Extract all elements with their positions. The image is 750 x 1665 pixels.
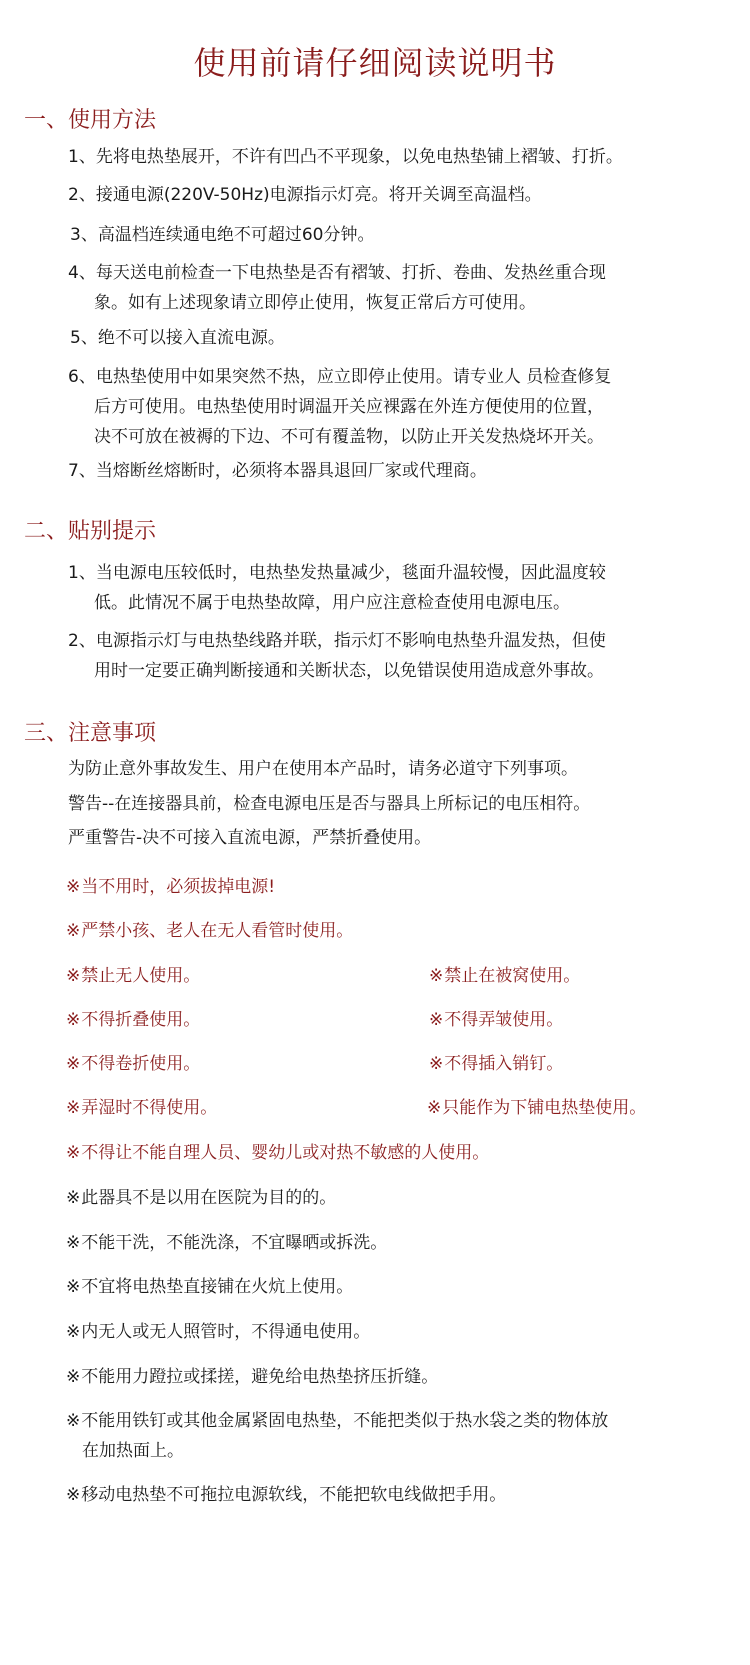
usage-item-4: 4、每天送电前检查一下电热垫是否有褶皱、打折、卷曲、发热丝重合现 象。如有上述现象请立即停止使用，恢复正常后方可使用。: [68, 263, 606, 313]
usage-item-3: 3、高温档连续通电绝不可超过60分钟。: [70, 225, 375, 245]
tips-item-2: 2、电源指示灯与电热垫线路并联，指示灯不影响电热垫升温发热，但使 用时一定要正确判断接通和关断状态，以免错误使用造成意外事故。: [68, 631, 606, 681]
usage-item-5: 5、绝不可以接入直流电源。: [70, 328, 285, 348]
warning-text: 警告--在连接器具前，检查电源电压是否与器具上所标记的电压相符。: [68, 794, 591, 814]
section-heading-usage: 一、使用方法: [24, 108, 157, 133]
red-note-right: ※禁止在被窝使用。: [429, 966, 581, 986]
red-note-right: ※不得插入销钉。: [429, 1054, 564, 1074]
note: ※不能用铁钉或其他金属紧固电热垫，不能把类似于热水袋之类的物体放 在加热面上。: [66, 1411, 609, 1461]
red-note: ※当不用时，必须拔掉电源!: [66, 877, 276, 897]
section-heading-cautions: 三、注意事项: [24, 721, 157, 746]
note: ※此器具不是以用在医院为目的的。: [66, 1188, 337, 1208]
severe-warning-text: 严重警告-决不可接入直流电源，严禁折叠使用。: [68, 828, 432, 848]
red-note-left: ※禁止无人使用。: [66, 966, 201, 986]
note: ※内无人或无人照管时，不得通电使用。: [66, 1322, 371, 1342]
red-note-right: ※只能作为下铺电热垫使用。: [427, 1098, 647, 1118]
usage-item-1: 1、先将电热垫展开，不许有凹凸不平现象，以免电热垫铺上褶皱、打折。: [68, 147, 623, 167]
usage-item-2: 2、接通电源(220V-50Hz)电源指示灯亮。将开关调至高温档。: [68, 185, 542, 205]
red-note-right: ※不得弄皱使用。: [429, 1010, 564, 1030]
section-heading-tips: 二、贴别提示: [24, 519, 157, 544]
usage-item-6: 6、电热垫使用中如果突然不热，应立即停止使用。请专业人 员检查修复 后方可使用。电热垫使用时调温开关应裸露在外连方便使用的位置， 决不可放在被褥的下边、不可有覆盖物，以防止开关发热烧坏开关。: [68, 367, 612, 447]
tips-item-1: 1、当电源电压较低时，电热垫发热量减少，毯面升温较慢，因此温度较 低。此情况不属于电热垫故障，用户应注意检查使用电源电压。: [68, 563, 606, 613]
cautions-intro: 为防止意外事故发生、用户在使用本产品时，请务必道守下列事项。: [68, 759, 578, 779]
page-title: 使用前请仔细阅读说明书: [193, 44, 557, 82]
red-note-left: ※弄湿时不得使用。: [66, 1098, 218, 1118]
red-note: ※不得让不能自理人员、婴幼儿或对热不敏感的人使用。: [66, 1143, 490, 1163]
red-note: ※严禁小孩、老人在无人看管时使用。: [66, 921, 354, 941]
red-note-left: ※不得折叠使用。: [66, 1010, 201, 1030]
note: ※不宜将电热垫直接铺在火炕上使用。: [66, 1277, 354, 1297]
note: ※不能用力蹬拉或揉搓，避免给电热垫挤压折缝。: [66, 1367, 439, 1387]
note: ※不能干洗，不能洗涤，不宜曝晒或拆洗。: [66, 1233, 388, 1253]
usage-item-7: 7、当熔断丝熔断时，必须将本器具退回厂家或代理商。: [68, 461, 487, 481]
note: ※移动电热垫不可拖拉电源软线，不能把软电线做把手用。: [66, 1485, 507, 1505]
red-note-left: ※不得卷折使用。: [66, 1054, 201, 1074]
